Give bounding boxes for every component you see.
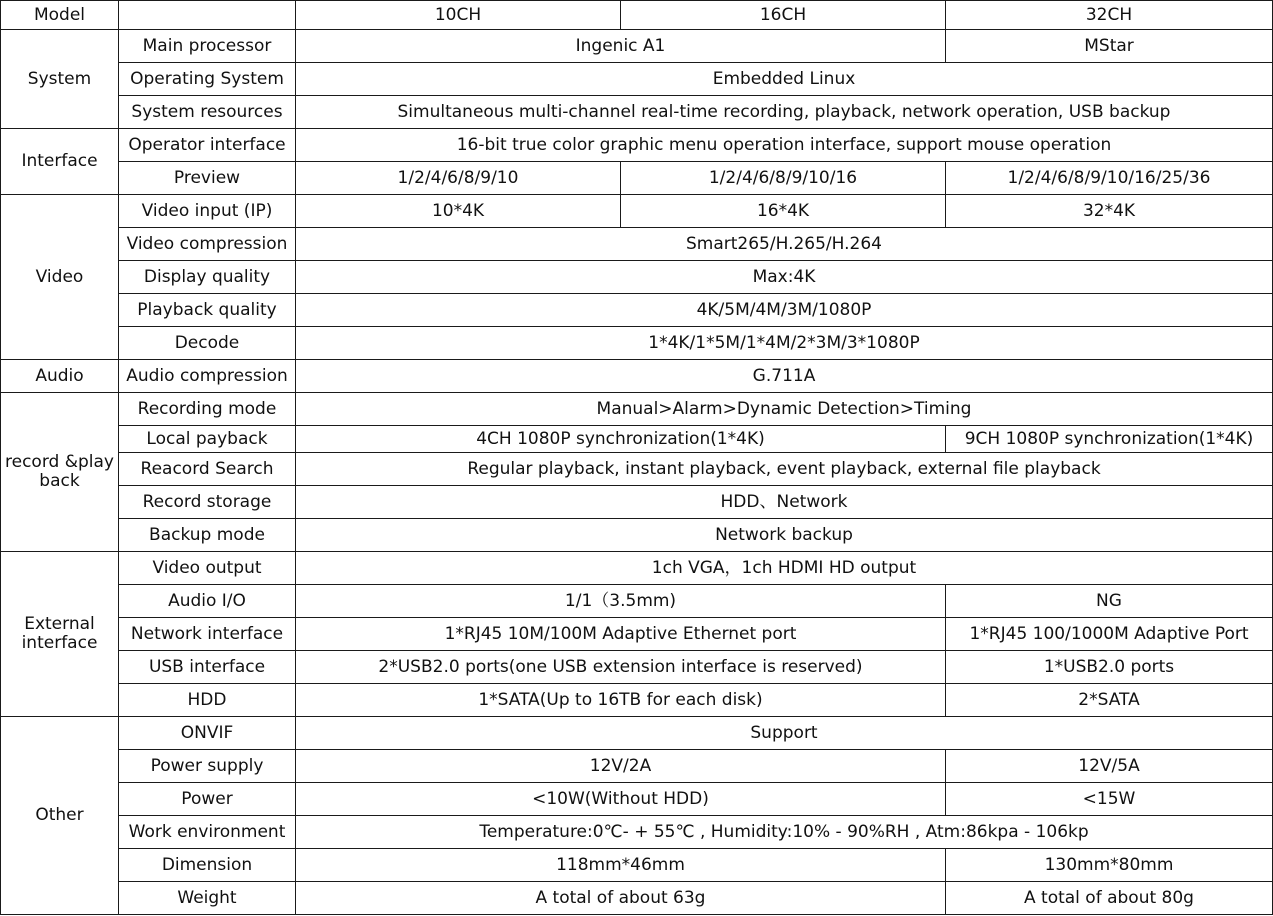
row-label: Weight — [119, 882, 296, 915]
table-row — [1, 519, 1273, 552]
col-10ch-header: 10CH — [296, 1, 621, 30]
category-other: Other — [1, 717, 119, 915]
cell-value: 12V/5A — [946, 750, 1273, 783]
table-row — [1, 684, 1273, 717]
row-label: Backup mode — [119, 519, 296, 552]
row-label: Video output — [119, 552, 296, 585]
table-row — [1, 30, 1273, 63]
cell-value: 2*SATA — [946, 684, 1273, 717]
cell-value: 118mm*46mm — [296, 849, 946, 882]
cell-value: 12V/2A — [296, 750, 946, 783]
row-label: Audio I/O — [119, 585, 296, 618]
table-row — [1, 618, 1273, 651]
col-32ch-header: 32CH — [946, 1, 1273, 30]
cell-value: Manual>Alarm>Dynamic Detection>Timing — [296, 393, 1273, 426]
table-row — [1, 129, 1273, 162]
cell-value: 1/1（3.5mm) — [296, 585, 946, 618]
row-label: Reacord Search — [119, 453, 296, 486]
row-label: Video compression — [119, 228, 296, 261]
cell-value: 9CH 1080P synchronization(1*4K) — [946, 426, 1273, 453]
category-system: System — [1, 30, 119, 129]
cell-value: 1/2/4/6/8/9/10/16/25/36 — [946, 162, 1273, 195]
cell-value: 1/2/4/6/8/9/10/16 — [621, 162, 946, 195]
table-row — [1, 783, 1273, 816]
cell-value: A total of about 63g — [296, 882, 946, 915]
table-row — [1, 849, 1273, 882]
table-row — [1, 717, 1273, 750]
cell-value: 16*4K — [621, 195, 946, 228]
row-label: HDD — [119, 684, 296, 717]
col-16ch-header: 16CH — [621, 1, 946, 30]
category-video: Video — [1, 195, 119, 360]
row-label: Preview — [119, 162, 296, 195]
category-record: record &play back — [1, 393, 119, 552]
cell-value: 2*USB2.0 ports(one USB extension interface is reserved) — [296, 651, 946, 684]
cell-value: Regular playback, instant playback, event playback, external file playback — [296, 453, 1273, 486]
cell-value: Simultaneous multi-channel real-time recording, playback, network operation, USB backup — [296, 96, 1273, 129]
row-label: Audio compression — [119, 360, 296, 393]
category-external-interface: External interface — [1, 552, 119, 717]
cell-value: 1ch VGA，1ch HDMI HD output — [296, 552, 1273, 585]
table-row — [1, 552, 1273, 585]
cell-value: Support — [296, 717, 1273, 750]
cell-value: NG — [946, 585, 1273, 618]
table-row — [1, 228, 1273, 261]
cell-value: G.711A — [296, 360, 1273, 393]
cell-value: 1*4K/1*5M/1*4M/2*3M/3*1080P — [296, 327, 1273, 360]
cell-value: <10W(Without HDD) — [296, 783, 946, 816]
cell-value: A total of about 80g — [946, 882, 1273, 915]
table-row — [1, 261, 1273, 294]
cell-value: 1*RJ45 100/1000M Adaptive Port — [946, 618, 1273, 651]
row-label: Local payback — [119, 426, 296, 453]
cell-value: MStar — [946, 30, 1273, 63]
cell-value: 1*USB2.0 ports — [946, 651, 1273, 684]
row-label: Playback quality — [119, 294, 296, 327]
cell-value: 10*4K — [296, 195, 621, 228]
table-row — [1, 162, 1273, 195]
table-row — [1, 96, 1273, 129]
cell-value: Ingenic A1 — [296, 30, 946, 63]
cell-value: Smart265/H.265/H.264 — [296, 228, 1273, 261]
cell-value: 1*SATA(Up to 16TB for each disk) — [296, 684, 946, 717]
table-row — [1, 882, 1273, 915]
table-row — [1, 486, 1273, 519]
cell-value: 1*RJ45 10M/100M Adaptive Ethernet port — [296, 618, 946, 651]
table-row — [1, 63, 1273, 96]
header-row — [1, 1, 1273, 30]
row-label: Work environment — [119, 816, 296, 849]
cell-value: 4CH 1080P synchronization(1*4K) — [296, 426, 946, 453]
table-row — [1, 294, 1273, 327]
row-label: Display quality — [119, 261, 296, 294]
row-label: Record storage — [119, 486, 296, 519]
table-row — [1, 195, 1273, 228]
row-label: Power supply — [119, 750, 296, 783]
cell-value: 130mm*80mm — [946, 849, 1273, 882]
cell-value: Max:4K — [296, 261, 1273, 294]
category-interface: Interface — [1, 129, 119, 195]
row-label: Recording mode — [119, 393, 296, 426]
cell-value: 32*4K — [946, 195, 1273, 228]
cell-value: 16-bit true color graphic menu operation interface, support mouse operation — [296, 129, 1273, 162]
table-row — [1, 426, 1273, 453]
cell-value: HDD、Network — [296, 486, 1273, 519]
row-label: Decode — [119, 327, 296, 360]
cell-value: <15W — [946, 783, 1273, 816]
row-label: Main processor — [119, 30, 296, 63]
table-row — [1, 360, 1273, 393]
cell-value: Embedded Linux — [296, 63, 1273, 96]
table-row — [1, 750, 1273, 783]
row-label: Power — [119, 783, 296, 816]
table-row — [1, 816, 1273, 849]
row-label: Video input (IP) — [119, 195, 296, 228]
table-row — [1, 585, 1273, 618]
row-label: USB interface — [119, 651, 296, 684]
cell-value: Temperature:0℃- + 55℃ , Humidity:10% - 90%RH , Atm:86kpa - 106kp — [296, 816, 1273, 849]
blank-header — [119, 1, 296, 30]
row-label: Operating System — [119, 63, 296, 96]
row-label: ONVIF — [119, 717, 296, 750]
table-row — [1, 651, 1273, 684]
table-row — [1, 393, 1273, 426]
table-row — [1, 327, 1273, 360]
cell-value: Network backup — [296, 519, 1273, 552]
cell-value: 4K/5M/4M/3M/1080P — [296, 294, 1273, 327]
category-audio: Audio — [1, 360, 119, 393]
cell-value: 1/2/4/6/8/9/10 — [296, 162, 621, 195]
row-label: Dimension — [119, 849, 296, 882]
row-label: Operator interface — [119, 129, 296, 162]
table-row — [1, 453, 1273, 486]
row-label: Network interface — [119, 618, 296, 651]
model-header: Model — [1, 1, 119, 30]
row-label: System resources — [119, 96, 296, 129]
